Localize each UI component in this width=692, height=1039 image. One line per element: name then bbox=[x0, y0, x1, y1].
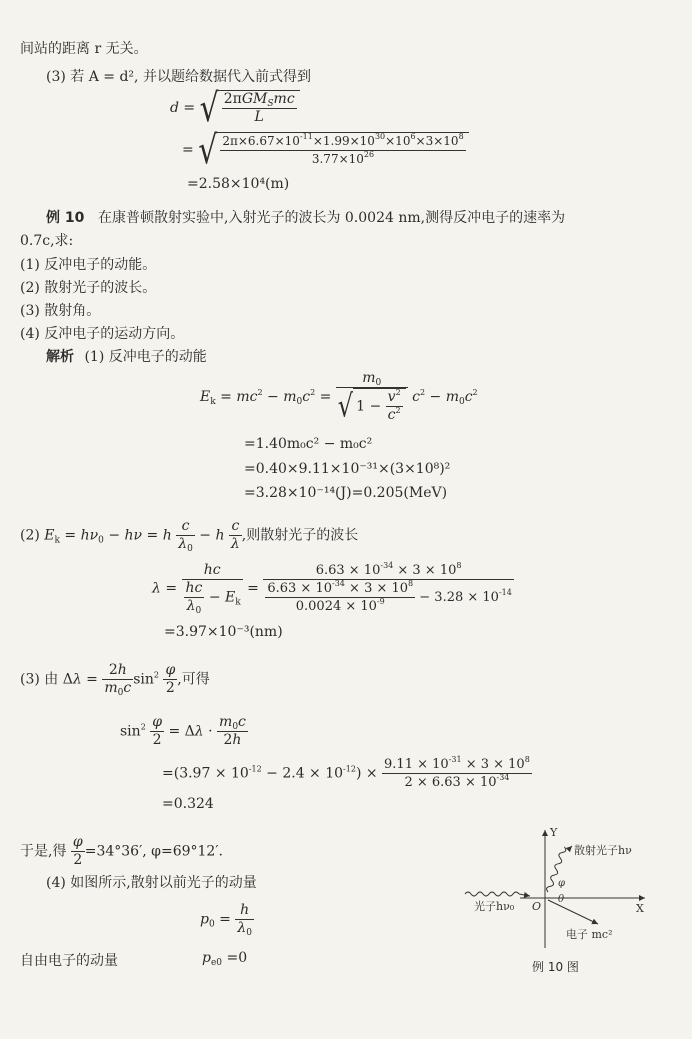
equation-p0: $p_0$ = $\frac{h}{\lambda_0}$ bbox=[200, 902, 252, 938]
example-label bbox=[46, 207, 84, 227]
axis-x-label: X bbox=[636, 902, 644, 915]
theta-label: θ bbox=[558, 894, 565, 905]
electron-path bbox=[548, 900, 598, 924]
question-3: (3) 散射角。 bbox=[20, 303, 101, 319]
part-3-head: (3) 由 bbox=[20, 671, 59, 688]
equation-ek: $E_k = mc^2 - m_0c^2$ = $m_0$ √ 1 − $\frac{v^2}{c^2}$ $c^2 - m_0c^2$ bbox=[200, 370, 478, 424]
angle-tail: =34°36′, φ=69°12′. bbox=[84, 843, 223, 860]
electron-label: 电子 mc² bbox=[566, 928, 613, 941]
equation-lambda-result: =3.97×10⁻³(nm) bbox=[164, 624, 283, 640]
equation-ek-4: =3.28×10⁻¹⁴(J)=0.205(MeV) bbox=[244, 485, 448, 501]
equation-d-values: = √ $\frac{2\pi\times 6.67\times 10^{-11}\times 1.99\times 10^{30}\times 10^6\times 3\times 10^8}{3.77\times 10^{26}}$ bbox=[182, 132, 469, 168]
equation-sin-2: $=(3.97 \times 10^{-12} - 2.4 \times 10^{-12})$ × $\frac{9.11 \times 10^{-31} \times 3 \times 10^8}{2 \times 6.63 \times 10^{-34}}$ bbox=[162, 755, 530, 790]
equation-ek-3: =0.40×9.11×10⁻³¹×(3×10⁸)² bbox=[244, 461, 451, 477]
question-4: (4) 反冲电子的运动方向。 bbox=[20, 326, 185, 342]
equation-lambda: λ = hc $\frac{hc}{\lambda_0}$ − $E_k$ = $6.63 \times 10^{-34} \times 3 \times 10^8$ $\frac{6.63 \times 10^{-34} \times 3 \times 10^8}{0.0024 \times 10^{-9}}$ − $3.28 \times 10^{-14}$ bbox=[152, 561, 512, 616]
solution-line-1: (1) 反冲电子的动能 bbox=[84, 349, 207, 365]
figure-caption: 例 10 图 bbox=[532, 960, 579, 974]
question-1: (1) 反冲电子的动能。 bbox=[20, 257, 157, 273]
compton-figure bbox=[460, 820, 680, 980]
text-line: 间站的距离 r 无关。 bbox=[20, 41, 148, 57]
part-2-tail: ,则散射光子的波长 bbox=[241, 527, 359, 544]
axis-y-label: Y bbox=[550, 826, 558, 839]
angle-result: 于是,得 $\frac{\varphi}{2}$ =34°36′, φ=69°12′. bbox=[20, 834, 223, 868]
incident-label: 光子hν₀ bbox=[474, 900, 515, 913]
question-2: (2) 散射光子的波长。 bbox=[20, 280, 157, 296]
example-number: 例 10 bbox=[46, 210, 85, 226]
part-3-tail: ,可得 bbox=[177, 671, 210, 688]
equation-ek-2: =1.40m₀c² − m₀c² bbox=[244, 436, 373, 452]
phi-label: φ bbox=[558, 878, 566, 889]
origin-label: O bbox=[532, 900, 542, 913]
part-5-line: 自由电子的动量 bbox=[20, 953, 118, 969]
text-line: (3) 若 A = d², 并以题给数据代入前式得到 bbox=[46, 69, 311, 85]
equation-sin-result: =0.324 bbox=[162, 796, 214, 812]
scattered-label: 散射光子hν bbox=[574, 844, 632, 857]
solution-label: 解析 bbox=[46, 349, 74, 365]
part-3-line: (3) 由 Δλ = $\frac{2h}{m_0c}$ $\sin^2$ $\frac{\varphi}{2}$ ,可得 bbox=[20, 662, 210, 698]
equation-result: =2.58×10⁴(m) bbox=[187, 176, 290, 192]
equation-d: d = √ $\frac{2\pi GM_Smc}{L}$ bbox=[170, 90, 300, 126]
angle-head: 于是,得 bbox=[20, 843, 67, 860]
example-text: 在康普顿散射实验中,入射光子的波长为 0.0024 nm,测得反冲电子的速率为 bbox=[98, 210, 566, 226]
part-2-line: (2) $E_k = h\nu_0 - h\nu = h$ $\frac{c}{\lambda_0}$ − h $\frac{c}{\lambda}$ ,则散射光子的波长 bbox=[20, 518, 359, 554]
equation-sin: $\sin^2$ $\frac{\varphi}{2}$ = Δλ · $\frac{m_0c}{2h}$ bbox=[120, 714, 246, 748]
equation-pe0: $p_{e0} =0$ bbox=[202, 950, 248, 968]
part-4-line: (4) 如图所示,散射以前光子的动量 bbox=[46, 875, 257, 891]
incident-photon bbox=[465, 892, 519, 896]
example-text-2: 0.7c,求: bbox=[20, 233, 74, 249]
